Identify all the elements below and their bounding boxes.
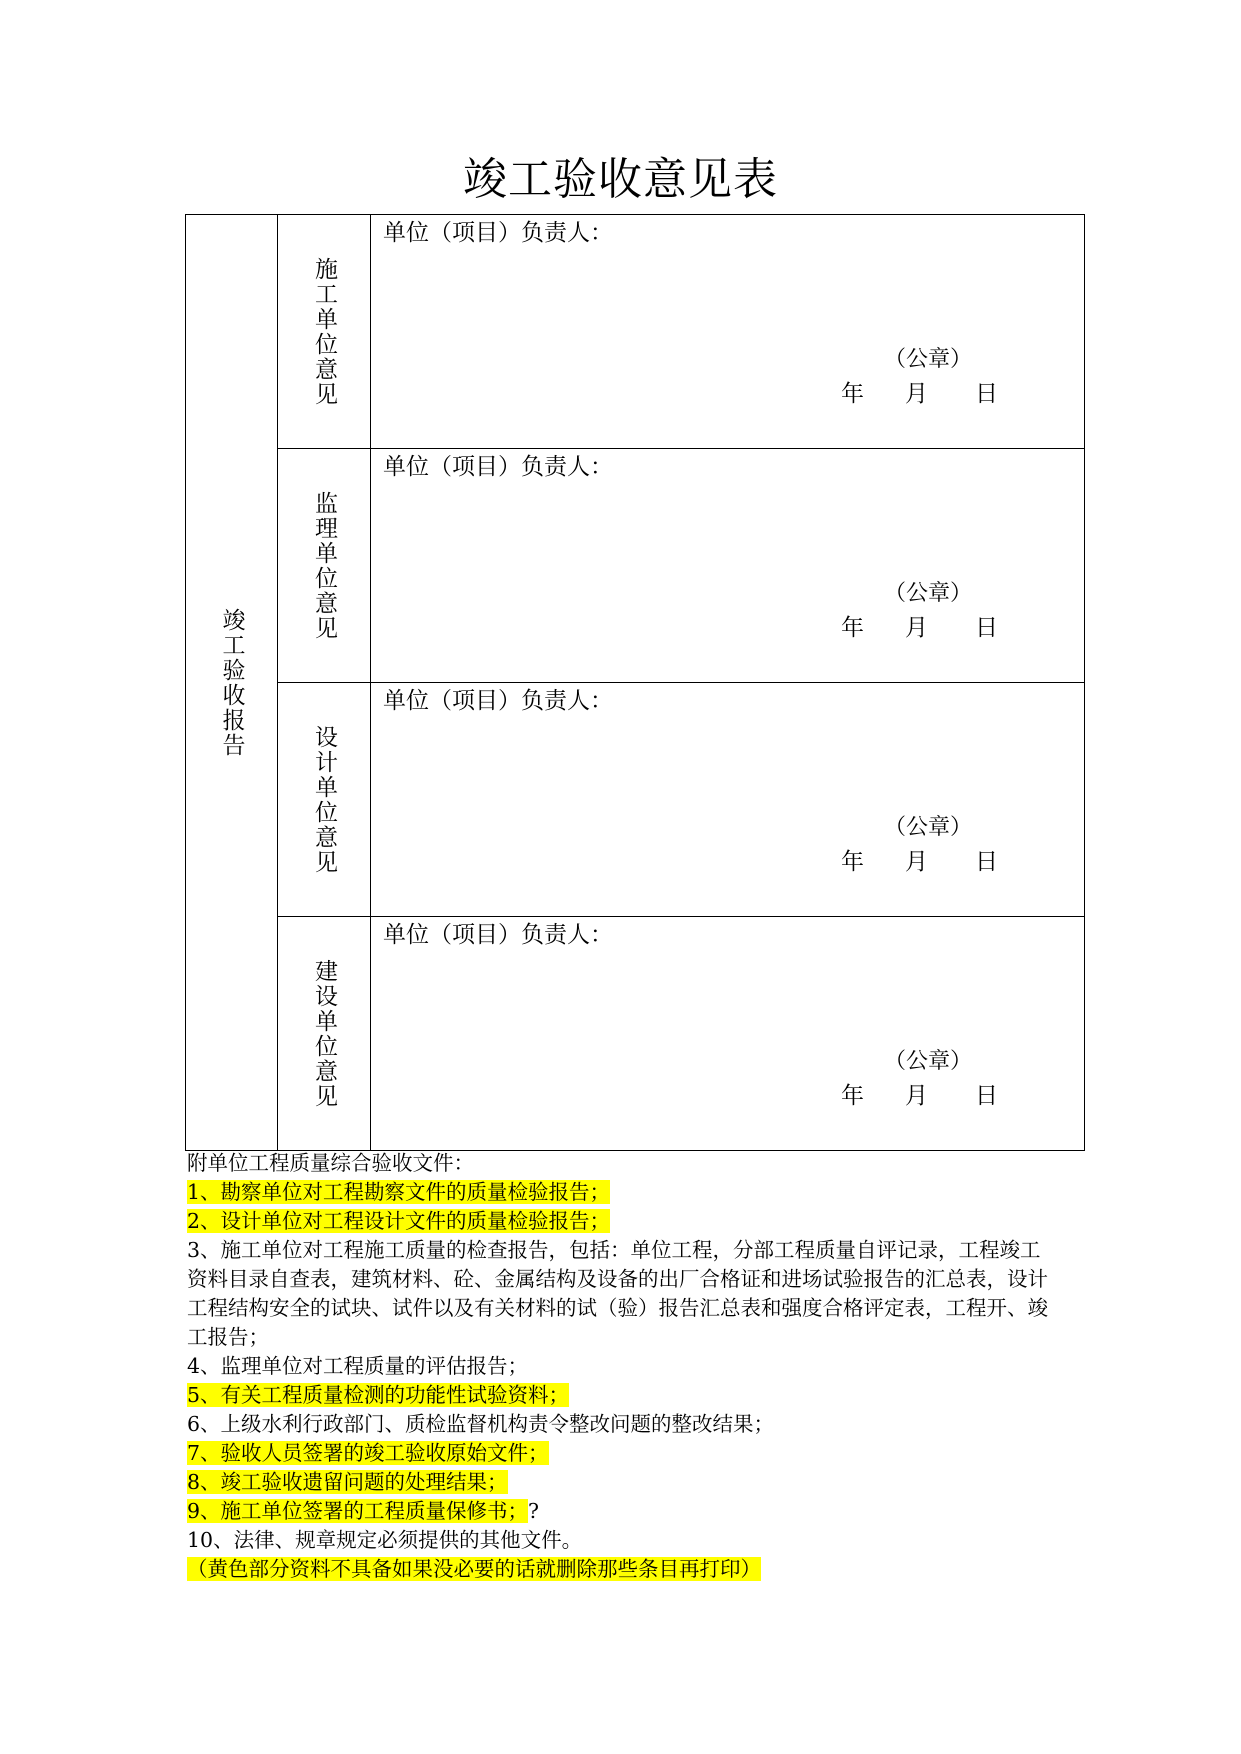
attachment-item: [187, 1410, 1057, 1439]
attachment-text: 8、竣工验收遗留问题的处理结果；: [187, 1470, 508, 1494]
attachment-text: 5、有关工程质量检测的功能性试验资料；: [187, 1383, 570, 1407]
unit-label: 施工单位意见: [311, 256, 337, 407]
attachment-item: [187, 1439, 1057, 1468]
report-label: 竣工验收报告: [218, 607, 245, 758]
attachments-section: [187, 1149, 1057, 1584]
report-label-cell: [186, 215, 278, 1151]
attachments-note-line: [187, 1555, 1057, 1584]
responsible-label: 单位（项目）负责人：: [383, 454, 613, 480]
unit-label: 监理单位意见: [311, 490, 337, 641]
attachments-note: （黄色部分资料不具备如果没必要的话就删除那些条目再打印）: [187, 1557, 761, 1581]
page-title: 竣工验收意见表: [463, 154, 778, 205]
date-year-label: 年: [841, 849, 864, 875]
seal-label: （公章）: [884, 581, 973, 606]
date-year-label: 年: [841, 381, 864, 407]
date-month-label: 月: [905, 849, 928, 875]
attachment-text: 4、监理单位对工程质量的评估报告；: [187, 1354, 529, 1378]
attachment-item: [187, 1468, 1057, 1497]
opinion-field[interactable]: [371, 449, 1085, 683]
attachment-text: 10、法律、规章规定必须提供的其他文件。: [187, 1528, 583, 1552]
opinion-field[interactable]: [371, 917, 1085, 1151]
attachment-text: 2、设计单位对工程设计文件的质量检验报告；: [187, 1209, 611, 1233]
date-month-label: 月: [905, 381, 928, 407]
attachment-text: 7、验收人员签署的竣工验收原始文件；: [187, 1441, 549, 1465]
opinion-field[interactable]: [371, 683, 1085, 917]
attachment-item: [187, 1526, 1057, 1555]
attachment-item: [187, 1207, 1057, 1236]
opinion-field[interactable]: [371, 215, 1085, 449]
attachment-text: 1、勘察单位对工程勘察文件的质量检验报告；: [187, 1180, 611, 1204]
unit-label-cell: [278, 917, 371, 1151]
date-day-label: 日: [975, 1083, 998, 1109]
unit-label-cell: [278, 449, 371, 683]
section-row-design: [186, 683, 1085, 917]
responsible-label: 单位（项目）负责人：: [383, 688, 613, 714]
acceptance-opinion-table: [185, 214, 1085, 1151]
seal-label: （公章）: [884, 815, 973, 840]
attachment-text: 9、施工单位签署的工程质量保修书；: [187, 1499, 529, 1523]
seal-label: （公章）: [884, 1049, 973, 1074]
section-row-construction: [186, 215, 1085, 449]
unit-label-cell: [278, 215, 371, 449]
attachment-item: [187, 1381, 1057, 1410]
unit-label-cell: [278, 683, 371, 917]
date-day-label: 日: [975, 849, 998, 875]
seal-label: （公章）: [884, 347, 973, 372]
unit-label: 设计单位意见: [311, 724, 337, 875]
responsible-label: 单位（项目）负责人：: [383, 220, 613, 246]
date-day-label: 日: [975, 381, 998, 407]
attachment-suffix: ?: [528, 1499, 540, 1523]
date-day-label: 日: [975, 615, 998, 641]
attachment-item: [187, 1236, 1057, 1352]
attachment-text: 3、施工单位对工程施工质量的检查报告，包括：单位工程，分部工程质量自评记录，工程竣工资料目录自查表，建筑材料、砼、金属结构及设备的出厂合格证和进场试验报告的汇总表，设计工程结构安全的试块、试件以及有关材料的试（验）报告汇总表和强度合格评定表，工程开、竣工报告；: [187, 1238, 1048, 1349]
section-row-supervision: [186, 449, 1085, 683]
date-year-label: 年: [841, 1083, 864, 1109]
attachment-text: 6、上级水利行政部门、质检监督机构责令整改问题的整改结果；: [187, 1412, 775, 1436]
unit-label: 建设单位意见: [311, 958, 337, 1109]
date-month-label: 月: [905, 615, 928, 641]
date-year-label: 年: [841, 615, 864, 641]
responsible-label: 单位（项目）负责人：: [383, 922, 613, 948]
date-month-label: 月: [905, 1083, 928, 1109]
attachment-item: [187, 1352, 1057, 1381]
attachment-item: [187, 1178, 1057, 1207]
attachments-heading: 附单位工程质量综合验收文件：: [187, 1151, 474, 1175]
section-row-owner: [186, 917, 1085, 1151]
attachment-item: [187, 1497, 1057, 1526]
